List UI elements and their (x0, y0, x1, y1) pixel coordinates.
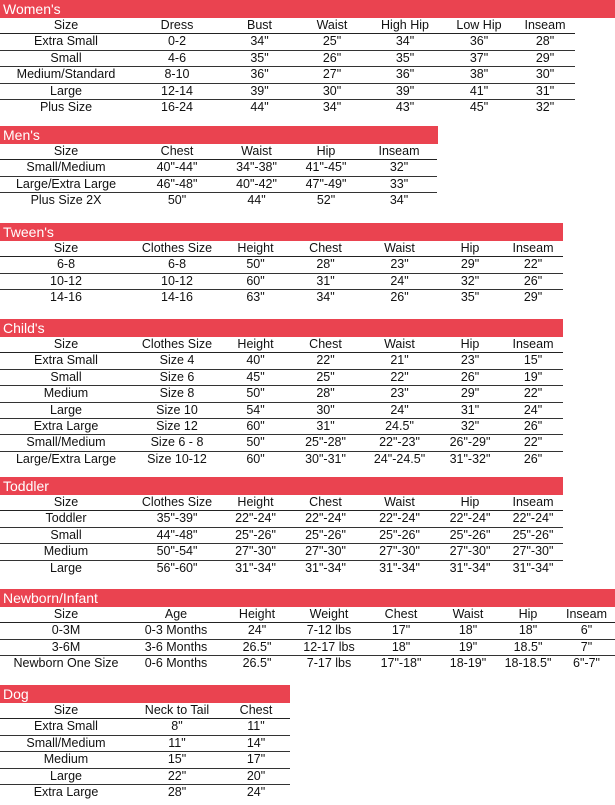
table-row (0, 386, 563, 402)
table-cell: 26" (523, 451, 543, 466)
header-row (0, 144, 437, 160)
table-cell: 27"-30" (503, 544, 563, 560)
column-header: Inseam (515, 18, 575, 34)
table-cell: 27"-30" (289, 544, 362, 560)
column-header: Hip (291, 144, 361, 160)
column-header: Waist (362, 495, 437, 511)
table-cell: 6-8 (132, 257, 222, 273)
table-cell: 34" (222, 34, 297, 50)
column-header: Dress (132, 18, 222, 34)
table-cell: 17"-18" (380, 656, 422, 671)
table-cell: 18" (364, 639, 438, 655)
table-row (0, 50, 575, 66)
size-cell: 0-3M (0, 623, 132, 639)
table-cell: 21" (362, 353, 437, 369)
table-row (0, 785, 290, 801)
size-cell: Small (0, 50, 132, 66)
column-header: Height (222, 241, 289, 257)
table-row (0, 176, 437, 192)
table-cell: 31"-34" (379, 560, 420, 575)
table-cell: 24.5" (362, 419, 437, 435)
table-row (0, 257, 563, 273)
table-cell: 29" (437, 386, 503, 402)
table-cell: 7" (558, 639, 615, 655)
table-cell: 25" (289, 369, 362, 385)
table-cell: Size 6 (132, 369, 222, 385)
table-cell: 7-17 lbs (306, 656, 352, 671)
table-cell: 27"-30" (222, 544, 289, 560)
table-cell: 31" (437, 402, 503, 418)
table-cell: 39" (222, 83, 297, 99)
table-cell: 19" (438, 639, 498, 655)
table-cell: 41"-45" (291, 160, 361, 176)
table-row (0, 560, 563, 576)
table-cell: 27"-30" (362, 544, 437, 560)
dog-section (0, 685, 290, 800)
table-cell: 26" (297, 50, 367, 66)
column-header: Hip (437, 495, 503, 511)
column-header: Inseam (558, 607, 615, 623)
table-cell: 22"-23" (362, 435, 437, 451)
header-row (0, 607, 615, 623)
table-row (0, 100, 575, 116)
size-cell: Medium (0, 752, 132, 768)
table-cell: 24"-24.5" (373, 451, 426, 466)
column-header: Size (0, 495, 132, 511)
dog-table (0, 703, 290, 800)
table-cell: 54" (222, 402, 289, 418)
table-cell: 22"-24" (362, 511, 437, 527)
table-cell: 22" (132, 768, 222, 784)
size-cell: Medium (0, 544, 132, 560)
table-cell: 24" (503, 402, 563, 418)
women-s-table (0, 18, 575, 115)
table-cell: 22" (503, 386, 563, 402)
table-cell: 7-12 lbs (294, 623, 364, 639)
table-cell: 22"-24" (437, 511, 503, 527)
tween-s-table (0, 241, 563, 306)
table-cell: 50" (222, 435, 289, 451)
table-cell: 31"-34" (235, 560, 276, 575)
table-cell: 22"-24" (503, 511, 563, 527)
women-s-title: Women's (0, 0, 615, 18)
table-cell: 28" (289, 257, 362, 273)
table-cell: 32" (535, 100, 555, 115)
table-cell: 39" (367, 83, 443, 99)
table-cell: 18.5" (498, 639, 558, 655)
table-cell: 24" (362, 273, 437, 289)
column-header: Height (220, 607, 294, 623)
table-cell: 22" (362, 369, 437, 385)
table-cell: 60" (222, 419, 289, 435)
table-cell: 24" (220, 623, 294, 639)
table-row (0, 34, 575, 50)
size-cell: Small (0, 369, 132, 385)
table-row (0, 719, 290, 735)
table-cell: 25"-26" (503, 527, 563, 543)
table-row (0, 752, 290, 768)
women-s-section (0, 0, 615, 115)
size-cell: Large (0, 768, 132, 784)
child-s-section (0, 319, 563, 467)
table-row (0, 511, 563, 527)
column-header: Weight (294, 607, 364, 623)
column-header: Chest (222, 703, 290, 719)
table-cell: 44" (247, 193, 266, 208)
men-s-table (0, 144, 437, 209)
table-cell: 36" (367, 67, 443, 83)
table-cell: 31" (515, 83, 575, 99)
table-cell: 28" (167, 785, 187, 800)
table-cell: 40"-42" (222, 176, 291, 192)
table-row (0, 193, 437, 209)
table-cell: 26" (437, 369, 503, 385)
table-cell: 10-12 (132, 273, 222, 289)
table-cell: 28" (515, 34, 575, 50)
table-cell: 18-18.5" (504, 656, 552, 671)
table-cell: 12-17 lbs (294, 639, 364, 655)
table-cell: Size 10 (132, 402, 222, 418)
table-cell: 29" (515, 50, 575, 66)
table-cell: 25" (297, 34, 367, 50)
table-cell: 44" (250, 100, 269, 115)
table-cell: 11" (132, 735, 222, 751)
newborn-infant-section (0, 589, 615, 672)
column-header: Size (0, 703, 132, 719)
table-cell: 15" (132, 752, 222, 768)
table-cell: 35" (222, 50, 297, 66)
column-header: Hip (437, 241, 503, 257)
table-cell: 40" (222, 353, 289, 369)
table-cell: 26" (503, 273, 563, 289)
table-cell: 35"-39" (132, 511, 222, 527)
header-row (0, 337, 563, 353)
table-cell: 60" (222, 273, 289, 289)
table-cell: 17" (364, 623, 438, 639)
table-cell: 26.5" (220, 639, 294, 655)
table-cell: 35" (367, 50, 443, 66)
table-cell: 27" (297, 67, 367, 83)
toddler-title: Toddler (0, 477, 563, 495)
table-cell: 26" (503, 419, 563, 435)
table-cell: 38" (443, 67, 515, 83)
table-cell: 16-24 (161, 100, 193, 115)
column-header: Waist (362, 241, 437, 257)
size-cell: Medium (0, 386, 132, 402)
column-header: Bust (222, 18, 297, 34)
table-cell: 25"-26" (289, 527, 362, 543)
size-cell: 10-12 (0, 273, 132, 289)
table-cell: 25"-26" (362, 527, 437, 543)
table-cell: 25"-26" (222, 527, 289, 543)
table-cell: 22" (503, 435, 563, 451)
table-cell: 41" (443, 83, 515, 99)
table-cell: 45" (222, 369, 289, 385)
table-cell: 45" (469, 100, 489, 115)
table-cell: 44"-48" (132, 527, 222, 543)
column-header: Clothes Size (132, 241, 222, 257)
table-cell: 24" (362, 402, 437, 418)
column-header: Inseam (503, 337, 563, 353)
table-cell: 0-3 Months (132, 623, 220, 639)
size-cell: Extra Large (33, 785, 99, 800)
table-cell: 18-19" (449, 656, 487, 671)
column-header: Chest (289, 337, 362, 353)
column-header: Age (132, 607, 220, 623)
size-cell: Large (0, 83, 132, 99)
table-cell: 63" (246, 290, 265, 305)
column-header: Chest (289, 241, 362, 257)
column-header: Inseam (361, 144, 437, 160)
column-header: Size (0, 241, 132, 257)
header-row (0, 18, 575, 34)
table-cell: 29" (437, 257, 503, 273)
table-cell: 25"-28" (289, 435, 362, 451)
table-cell: 50" (167, 193, 187, 208)
table-cell: 0-6 Months (144, 656, 208, 671)
table-row (0, 353, 563, 369)
table-row (0, 544, 563, 560)
table-row (0, 735, 290, 751)
table-cell: 31" (289, 273, 362, 289)
table-cell: 20" (222, 768, 290, 784)
header-row (0, 495, 563, 511)
table-cell: 43" (395, 100, 415, 115)
column-header: Inseam (503, 495, 563, 511)
table-cell: 50" (222, 257, 289, 273)
table-row (0, 768, 290, 784)
table-cell: 8" (132, 719, 222, 735)
table-cell: 30"-31" (305, 451, 346, 466)
toddler-table (0, 495, 563, 576)
table-row (0, 369, 563, 385)
table-cell: 36" (443, 34, 515, 50)
table-cell: 27"-30" (437, 544, 503, 560)
size-cell: Small (0, 527, 132, 543)
table-cell: 34"-38" (222, 160, 291, 176)
men-s-title: Men's (0, 126, 438, 144)
column-header: Clothes Size (132, 495, 222, 511)
header-row (0, 241, 563, 257)
table-cell: 26" (390, 290, 409, 305)
column-header: Neck to Tail (132, 703, 222, 719)
table-cell: 24" (246, 785, 266, 800)
table-row (0, 273, 563, 289)
column-header: Inseam (503, 241, 563, 257)
column-header: Waist (362, 337, 437, 353)
table-cell: 37" (443, 50, 515, 66)
table-cell: 28" (289, 386, 362, 402)
table-cell: 18" (498, 623, 558, 639)
table-row (0, 527, 563, 543)
column-header: Clothes Size (132, 337, 222, 353)
table-row (0, 402, 563, 418)
table-row (0, 656, 615, 672)
table-cell: Size 4 (132, 353, 222, 369)
size-cell: Plus Size (39, 100, 93, 115)
table-cell: 50"-54" (132, 544, 222, 560)
table-cell: 31"-34" (449, 560, 491, 575)
table-row (0, 451, 563, 467)
size-cell: Extra Small (0, 353, 132, 369)
table-cell: 32" (361, 160, 437, 176)
table-row (0, 290, 563, 306)
size-cell: Large (50, 560, 82, 575)
table-cell: 11" (222, 719, 290, 735)
table-cell: 34" (316, 290, 335, 305)
column-header: Height (222, 495, 289, 511)
table-cell: 30" (515, 67, 575, 83)
table-row (0, 623, 615, 639)
column-header: Chest (289, 495, 362, 511)
table-cell: 6" (558, 623, 615, 639)
table-row (0, 639, 615, 655)
size-cell: Extra Small (0, 719, 132, 735)
table-cell: 31" (289, 419, 362, 435)
table-cell: 31"-34" (305, 560, 346, 575)
child-s-title: Child's (0, 319, 563, 337)
column-header: Hip (437, 337, 503, 353)
table-cell: 30" (289, 402, 362, 418)
size-cell: 3-6M (0, 639, 132, 655)
table-cell: 25"-26" (437, 527, 503, 543)
table-cell: 56"-60" (156, 560, 198, 575)
table-cell: 19" (503, 369, 563, 385)
size-cell: 6-8 (0, 257, 132, 273)
size-cell: Newborn One Size (13, 656, 119, 671)
column-header: Waist (297, 18, 367, 34)
table-cell: 31"-32" (449, 451, 491, 466)
size-cell: Large/Extra Large (15, 451, 117, 466)
table-cell: 52" (316, 193, 336, 208)
table-cell: 6"-7" (573, 656, 600, 671)
size-cell: Small/Medium (0, 435, 132, 451)
column-header: Size (0, 607, 132, 623)
table-cell: 46"-48" (132, 176, 222, 192)
size-cell: 14-16 (50, 290, 82, 305)
table-cell: 30" (297, 83, 367, 99)
column-header: Low Hip (443, 18, 515, 34)
table-cell: 32" (437, 419, 503, 435)
table-cell: 8-10 (132, 67, 222, 83)
table-cell: 32" (437, 273, 503, 289)
table-cell: 12-14 (132, 83, 222, 99)
table-cell: 50" (222, 386, 289, 402)
table-cell: 23" (362, 257, 437, 273)
table-cell: Size 8 (132, 386, 222, 402)
table-cell: Size 12 (132, 419, 222, 435)
size-cell: Extra Small (0, 34, 132, 50)
header-row (0, 703, 290, 719)
table-cell: 35" (460, 290, 480, 305)
tween-s-title: Tween's (0, 223, 563, 241)
table-cell: 40"-44" (132, 160, 222, 176)
toddler-section (0, 477, 563, 576)
table-cell: 23" (362, 386, 437, 402)
table-cell: 22"-24" (289, 511, 362, 527)
column-header: Size (0, 18, 132, 34)
table-cell: 22"-24" (222, 511, 289, 527)
size-cell: Large/Extra Large (0, 176, 132, 192)
table-row (0, 435, 563, 451)
table-row (0, 419, 563, 435)
dog-title: Dog (0, 685, 290, 703)
men-s-section (0, 126, 438, 209)
size-cell: Large (0, 402, 132, 418)
table-cell: 23" (437, 353, 503, 369)
table-cell: Size 6 - 8 (132, 435, 222, 451)
tween-s-section (0, 223, 563, 306)
table-cell: 26"-29" (437, 435, 503, 451)
table-cell: 18" (438, 623, 498, 639)
size-cell: Small/Medium (0, 735, 132, 751)
column-header: Height (222, 337, 289, 353)
size-cell: Toddler (0, 511, 132, 527)
table-cell: 22" (289, 353, 362, 369)
table-cell: 29" (523, 290, 543, 305)
table-cell: 3-6 Months (132, 639, 220, 655)
column-header: Chest (132, 144, 222, 160)
column-header: Size (0, 337, 132, 353)
column-header: High Hip (367, 18, 443, 34)
size-cell: Small/Medium (0, 160, 132, 176)
table-row (0, 67, 575, 83)
size-cell: Medium/Standard (0, 67, 132, 83)
table-row (0, 160, 437, 176)
table-row (0, 83, 575, 99)
table-cell: 31"-34" (512, 560, 554, 575)
newborn-infant-table (0, 607, 615, 672)
size-cell: Extra Large (0, 419, 132, 435)
column-header: Chest (364, 607, 438, 623)
table-cell: 14" (222, 735, 290, 751)
size-cell: Plus Size 2X (30, 193, 102, 208)
table-cell: 47"-49" (291, 176, 361, 192)
table-cell: 34" (322, 100, 342, 115)
column-header: Waist (222, 144, 291, 160)
table-cell: 33" (361, 176, 437, 192)
table-cell: 17" (222, 752, 290, 768)
column-header: Size (0, 144, 132, 160)
table-cell: 36" (222, 67, 297, 83)
table-cell: 4-6 (132, 50, 222, 66)
column-header: Hip (498, 607, 558, 623)
table-cell: Size 10-12 (147, 451, 207, 466)
child-s-table (0, 337, 563, 467)
newborn-infant-title: Newborn/Infant (0, 589, 615, 607)
table-cell: 14-16 (161, 290, 193, 305)
table-cell: 22" (503, 257, 563, 273)
table-cell: 15" (503, 353, 563, 369)
table-cell: 60" (246, 451, 265, 466)
table-cell: 0-2 (132, 34, 222, 50)
table-cell: 34" (367, 34, 443, 50)
column-header: Waist (438, 607, 498, 623)
table-cell: 34" (389, 193, 409, 208)
table-cell: 26.5" (242, 656, 272, 671)
